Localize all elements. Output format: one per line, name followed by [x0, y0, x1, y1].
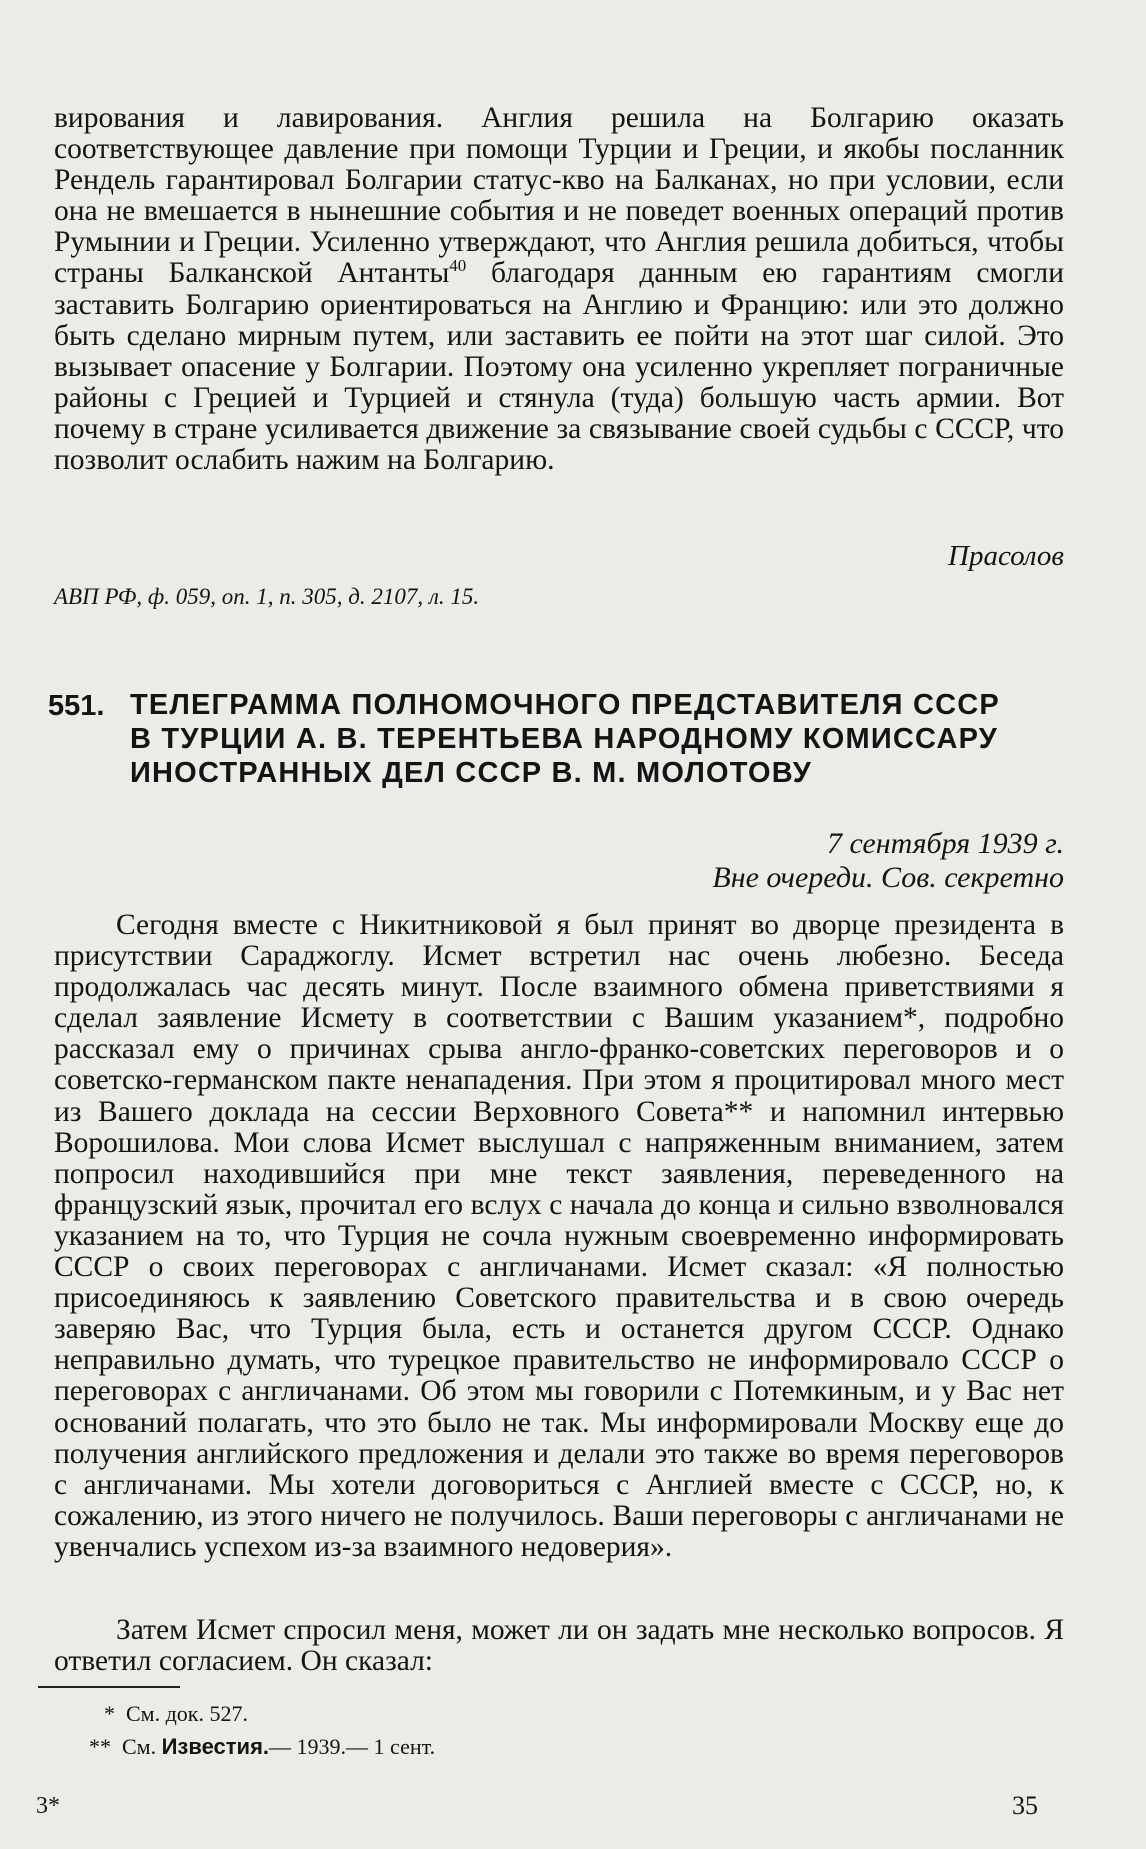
top-paragraph-text-cont: благодаря данным ею гарантиям смогли заставить Болгарию ориентироваться на Англию и Францию: или это должно быть сделано мирным путем, или заставить ее пойти на этот шаг силой. Это вызывает опасение у Болгарии. Поэтому она усиленно укрепляет пограничные районы с Грецией и Турцией и стянула (туда) большую часть армии. Вот почему в стране усиливается движение за связывание своей судьбы с СССР, что позволит ослабить нажим на Болгарию.	[54, 257, 1065, 477]
footnote-2-prefix: См.	[122, 1734, 157, 1759]
footnote-1	[104, 1701, 248, 1727]
page-number: 35	[1012, 1791, 1038, 1820]
document-number: 551.	[48, 690, 105, 722]
signature-mark: 3*	[36, 1793, 60, 1819]
footnote-1-text: См. док. 527.	[126, 1701, 248, 1726]
body-paragraph-1: Сегодня вместе с Никитниковой я был принят во дворце президента в присутствии Сараджоглу. Исмет встретил нас очень любезно. Беседа продолжалась час десять минут. После взаимного обмена приветствиями я сделал заявление Исмету в соответствии с Вашим указанием*, подробно рассказал ему о причинах срыва англо-франко-советских переговоров и о советско-германском пакте ненападения. При этом я процитировал много мест из Вашего доклада на сессии Верховного Совета** и напомнил интервью Ворошилова. Мои слова Исмет выслушал с напряженным вниманием, затем попросил находившийся при мне текст заявления, переведенного на французский язык, прочитал его вслух с начала до конца и сильно взволновался указанием на то, что Турция не сочла нужным своевременно информировать СССР о своих переговорах с англичанами. Исмет сказал: «Я полностью присоединяюсь к заявлению Советского правительства и в свою очередь заверяю Вас, что Турция была, есть и останется другом СССР. Однако неправильно думать, что турецкое правительство не информировало СССР о переговорах с англичанами. Об этом мы говорили с Потемкиным, и у Вас нет оснований полагать, что это было не так. Мы информировали Москву еще до получения английского предложения и делали это также во время переговоров с англичанами. Мы хотели договориться с Англией вместе с СССР, но, к сожалению, из этого ничего не получилось. Ваши переговоры с англичанами не увенчались успехом из-за взаимного недоверия».	[54, 909, 1064, 1563]
footnote-2-source: Известия.	[161, 1734, 270, 1759]
footnote-2-mark: **	[89, 1734, 111, 1759]
body-paragraph-2: Затем Исмет спросил меня, может ли он задать мне несколько вопросов. Я ответил согласием. Он сказал:	[54, 1614, 1064, 1678]
document-date: 7 сентября 1939 г.	[826, 827, 1064, 860]
body-paragraph-1-block	[54, 910, 1064, 1563]
top-paragraph-block	[54, 103, 1064, 476]
signature: Прасолов	[948, 540, 1064, 572]
document-title	[130, 688, 1064, 790]
title-line-2: В ТУРЦИИ А. В. ТЕРЕНТЬЕВА НАРОДНОМУ КОМИССАРУ	[130, 723, 999, 755]
footnote-1-mark: *	[104, 1701, 115, 1726]
document-classification: Вне очереди. Сов. секретно	[712, 861, 1064, 894]
title-line-1: ТЕЛЕГРАММА ПОЛНОМОЧНОГО ПРЕДСТАВИТЕЛЯ СССР	[130, 689, 1000, 721]
footnote-2	[89, 1734, 435, 1760]
top-paragraph	[54, 103, 1064, 476]
footnote-2-details: — 1939.— 1 сент.	[269, 1734, 436, 1759]
footnote-divider	[38, 1686, 180, 1688]
body-paragraph-2-block	[54, 1615, 1064, 1677]
footnote-ref-40: 40	[449, 256, 467, 276]
archive-source: АВП РФ, ф. 059, оп. 1, п. 305, д. 2107, л. 15.	[54, 584, 480, 609]
title-line-3: ИНОСТРАННЫХ ДЕЛ СССР В. М. МОЛОТОВУ	[130, 757, 812, 789]
top-paragraph-text: вирования и лавирования. Англия решила на Болгарию оказать соответствующее давление при помощи Турции и Греции, и якобы посланник Рендель гарантировал Болгарии статус-кво на Балканах, но при условии, если она не вмешается в нынешние события и не поведет военных операций против Румынии и Греции. Усиленно утверждают, что Англия решила добиться, чтобы страны Балканской Антанты	[54, 102, 1064, 290]
